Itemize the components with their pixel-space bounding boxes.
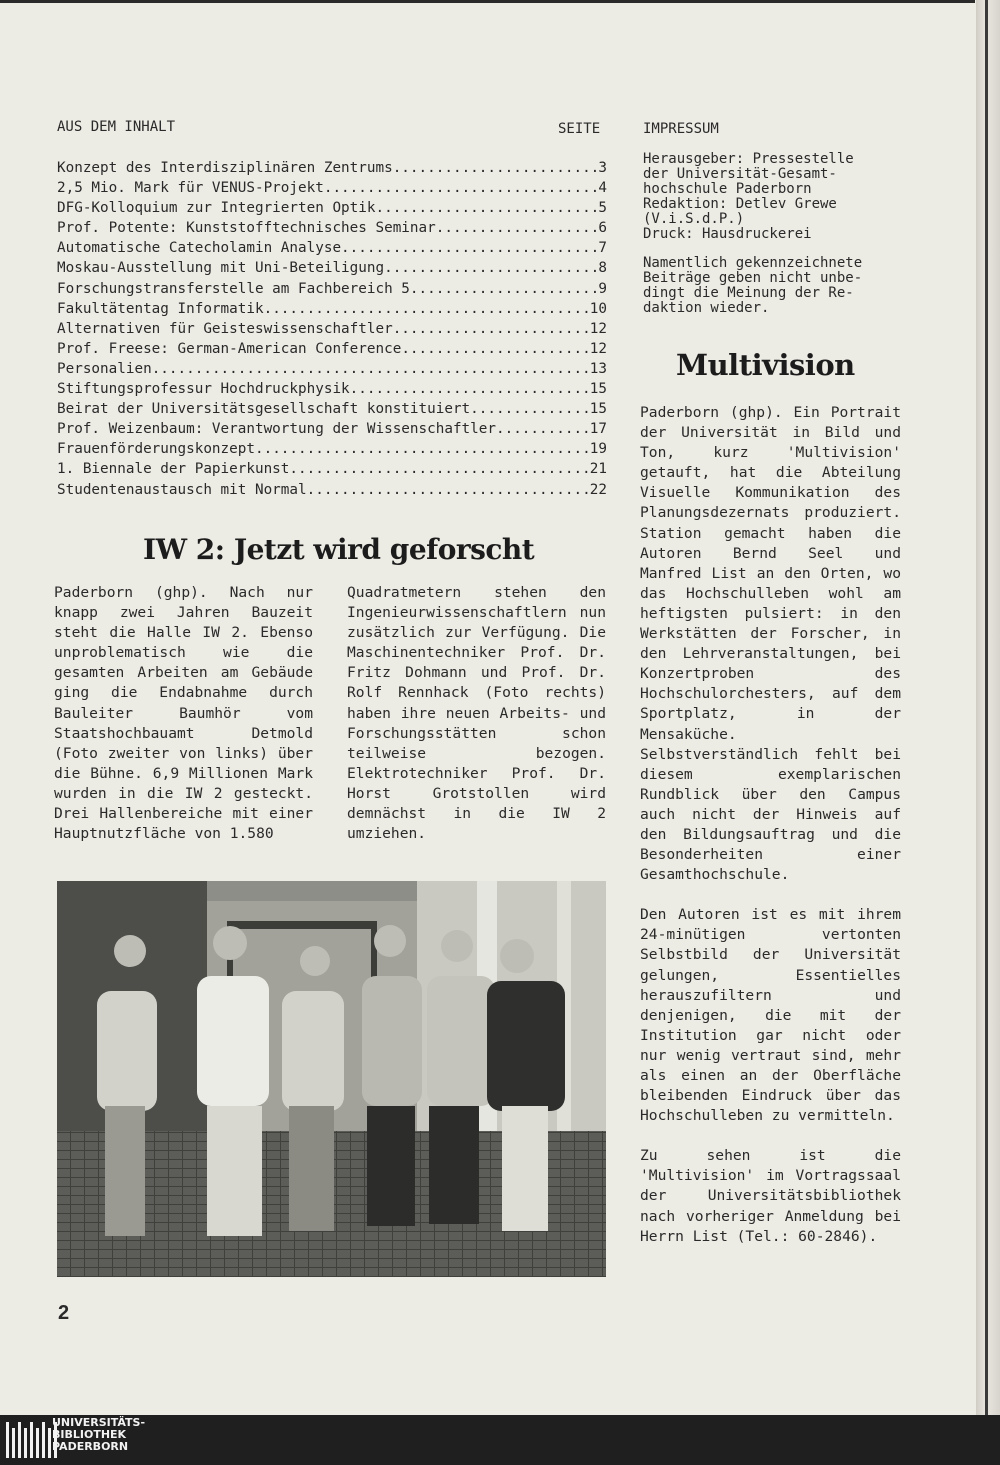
toc-entry xyxy=(57,279,607,299)
library-name-line: UNIVERSITÄTS- xyxy=(52,1416,146,1429)
toc-entry-page: 3 xyxy=(598,160,607,176)
toc-entry-title: Stiftungsprofessur Hochdruckphysik xyxy=(57,381,350,398)
toc-entry-page: 6 xyxy=(598,220,607,237)
library-name xyxy=(52,1417,145,1453)
toc-entry-title: Frauenförderungskonzept xyxy=(57,441,255,458)
toc-entry-title: Beirat der Universitätsgesellschaft konstituiert xyxy=(57,401,471,418)
toc-entry xyxy=(57,379,607,399)
impressum-heading: IMPRESSUM xyxy=(643,121,719,137)
library-name-line: PADERBORN xyxy=(52,1440,129,1453)
impressum xyxy=(643,152,908,330)
toc-entry-page: 4 xyxy=(598,180,607,197)
library-name-line: BIBLIOTHEK xyxy=(52,1428,127,1441)
toc-entry-title: Forschungstransferstelle am Fachbereich 5 xyxy=(57,280,410,297)
toc-leader-dots xyxy=(307,480,590,500)
toc-entry-title: Prof. Freese: German-American Conference xyxy=(57,340,402,357)
toc-entry xyxy=(57,198,607,218)
toc-entry-page: 19 xyxy=(589,441,607,458)
toc-entry xyxy=(57,339,607,359)
toc-entry-title: Prof. Weizenbaum: Verantwortung der Wissenschaftler xyxy=(57,421,496,438)
toc-leader-dots xyxy=(324,178,599,198)
toc-entry-page: 13 xyxy=(589,360,607,377)
footer-bar xyxy=(0,1415,1000,1465)
toc-leader-dots xyxy=(264,299,590,319)
toc-entry-page: 21 xyxy=(589,461,607,478)
toc-leader-dots xyxy=(384,258,598,278)
toc-entry-title: 1. Biennale der Papierkunst xyxy=(57,461,290,478)
toc-entry xyxy=(57,480,607,500)
toc-entry-page: 12 xyxy=(589,340,607,357)
top-rule xyxy=(0,0,975,3)
toc-entry-page: 22 xyxy=(589,481,607,498)
toc-entry xyxy=(57,359,607,379)
toc-entry xyxy=(57,319,607,339)
multivision-headline: Multivision xyxy=(676,348,855,382)
iw2-paragraph: Quadratmetern stehen den Ingenieurwissenschaftlern nun zusätzlich zur Verfügung. Die Maschinentechniker Prof. Dr. Fritz Dohmann und Prof. Dr. Rolf Rennhack (Foto rechts) haben ihre neuen Arbeits- und Forschungsstätten schon teilweise bezogen. Elektrotechniker Prof. Dr. Horst Grotstollen wird demnächst in die IW 2 umziehen. xyxy=(347,584,606,843)
toc-entry-page: 9 xyxy=(598,280,607,297)
toc-entry-title: Alternativen für Geisteswissenschaftler xyxy=(57,320,393,337)
toc-leader-dots xyxy=(341,238,598,258)
toc-entry-page: 10 xyxy=(589,300,607,317)
toc-leader-dots xyxy=(410,279,598,299)
toc-entry xyxy=(57,399,607,419)
group-photo-illustration xyxy=(57,881,606,1277)
toc-entry-page: 15 xyxy=(589,401,607,418)
toc-entry-title: 2,5 Mio. Mark für VENUS-Projekt xyxy=(57,180,324,197)
toc-entry xyxy=(57,218,607,238)
toc-entry-title: Konzept des Interdisziplinären Zentrums xyxy=(57,160,393,176)
toc-leader-dots xyxy=(401,339,589,359)
iw2-column-right xyxy=(347,583,606,844)
toc-entry xyxy=(57,238,607,258)
page-number: 2 xyxy=(58,1302,70,1324)
toc-entry-title: Personalien xyxy=(57,360,152,377)
toc-entry-title: DFG-Kolloquium zur Integrierten Optik xyxy=(57,200,376,217)
toc-entry-title: Moskau-Ausstellung mit Uni-Beteiligung xyxy=(57,260,385,277)
toc-leader-dots xyxy=(470,399,590,419)
toc-entry-page: 8 xyxy=(598,260,607,277)
iw2-headline: IW 2: Jetzt wird geforscht xyxy=(143,533,535,566)
toc-entry xyxy=(57,459,607,479)
impressum-disclaimer: Namentlich gekennzeichnete Beiträge geben nicht unbe- dingt die Meinung der Re- daktion wieder. xyxy=(643,255,863,316)
page-edge-line xyxy=(985,0,988,1415)
toc-entry xyxy=(57,178,607,198)
toc-entry xyxy=(57,419,607,439)
toc-entry xyxy=(57,299,607,319)
multivision-paragraph: Den Autoren ist es mit ihrem 24-minütigen vertonten Selbstbild der Universität gelungen, Essentielles herauszufiltern und denjenigen, die mit der Institution gar nicht oder nur wenig vertraut sind, mehr als einen an der Oberfläche bleibenden Eindruck über das Hochschulleben zu vermitteln. xyxy=(640,906,901,1125)
toc-leader-dots xyxy=(436,218,599,238)
toc-entry-title: Automatische Catecholamin Analyse xyxy=(57,240,342,257)
table-of-contents xyxy=(57,158,607,500)
toc-entry xyxy=(57,258,607,278)
toc-page-heading: SEITE xyxy=(558,121,601,137)
toc-entry-title: Studentenaustausch mit Normal xyxy=(57,481,307,498)
toc-leader-dots xyxy=(255,439,590,459)
toc-entry-page: 15 xyxy=(589,381,607,398)
toc-leader-dots xyxy=(350,379,590,399)
impressum-publisher: Herausgeber: Pressestelle der Universität-Gesamt- hochschule Paderborn Redaktion: Detlev Grewe (V.i.S.d.P.) Druck: Hausdruckerei xyxy=(643,151,854,242)
toc-entry xyxy=(57,439,607,459)
toc-entry-title: Fakultätentag Informatik xyxy=(57,300,264,317)
toc-leader-dots xyxy=(289,459,589,479)
toc-entry-page: 12 xyxy=(589,320,607,337)
group-photo xyxy=(57,881,606,1277)
toc-entry-page: 5 xyxy=(598,200,607,217)
toc-entry-page: 17 xyxy=(589,421,607,438)
multivision-column xyxy=(640,403,901,1267)
toc-leader-dots xyxy=(375,198,598,218)
toc-leader-dots xyxy=(496,419,590,439)
iw2-column-left xyxy=(54,583,313,844)
toc-leader-dots xyxy=(393,319,590,339)
library-logo xyxy=(6,1422,57,1458)
toc-leader-dots xyxy=(393,158,599,178)
toc-entry xyxy=(57,158,607,178)
multivision-paragraph: Paderborn (ghp). Ein Portrait der Universität in Bild und Ton, kurz 'Multivision' getauft, hat die Abteilung Visuelle Kommunikation des Planungsdezernats produziert. Station gemacht haben die Autoren Bernd Seel und Manfred List an den Orten, wo das Hochschulleben wohl am heftigsten pulsiert: in den Werkstätten der Forscher, in den Lehrveranstaltungen, bei Konzertproben des Hochschulorchesters, auf dem Sportplatz, in der Mensaküche. Selbstverständlich fehlt bei diesem exemplarischen Rundblick über den Campus auch nicht der Hinweis auf den Bildungsauftrag und die Besonderheiten einer Gesamthochschule. xyxy=(640,404,901,884)
toc-entry-page: 7 xyxy=(598,240,607,257)
multivision-paragraph: Zu sehen ist die 'Multivision' im Vortragssaal der Universitätsbibliothek nach vorheriger Anmeldung bei Herrn List (Tel.: 60-2846). xyxy=(640,1147,901,1245)
toc-entry-title: Prof. Potente: Kunststofftechnisches Seminar xyxy=(57,220,436,237)
iw2-paragraph: Paderborn (ghp). Nach nur knapp zwei Jahren Bauzeit steht die Halle IW 2. Ebenso unproblematisch wie die gesamten Arbeiten am Gebäude ging die Endabnahme durch Bauleiter Baumhör vom Staatshochbauamt Detmold (Foto zweiter von links) über die Bühne. 6,9 Millionen Mark wurden in die IW 2 gesteckt. Drei Hallenbereiche mit einer Hauptnutzfläche von 1.580 xyxy=(54,584,313,843)
page-edge-shadow xyxy=(976,0,1000,1415)
toc-heading: AUS DEM INHALT xyxy=(57,119,176,135)
toc-leader-dots xyxy=(152,359,590,379)
